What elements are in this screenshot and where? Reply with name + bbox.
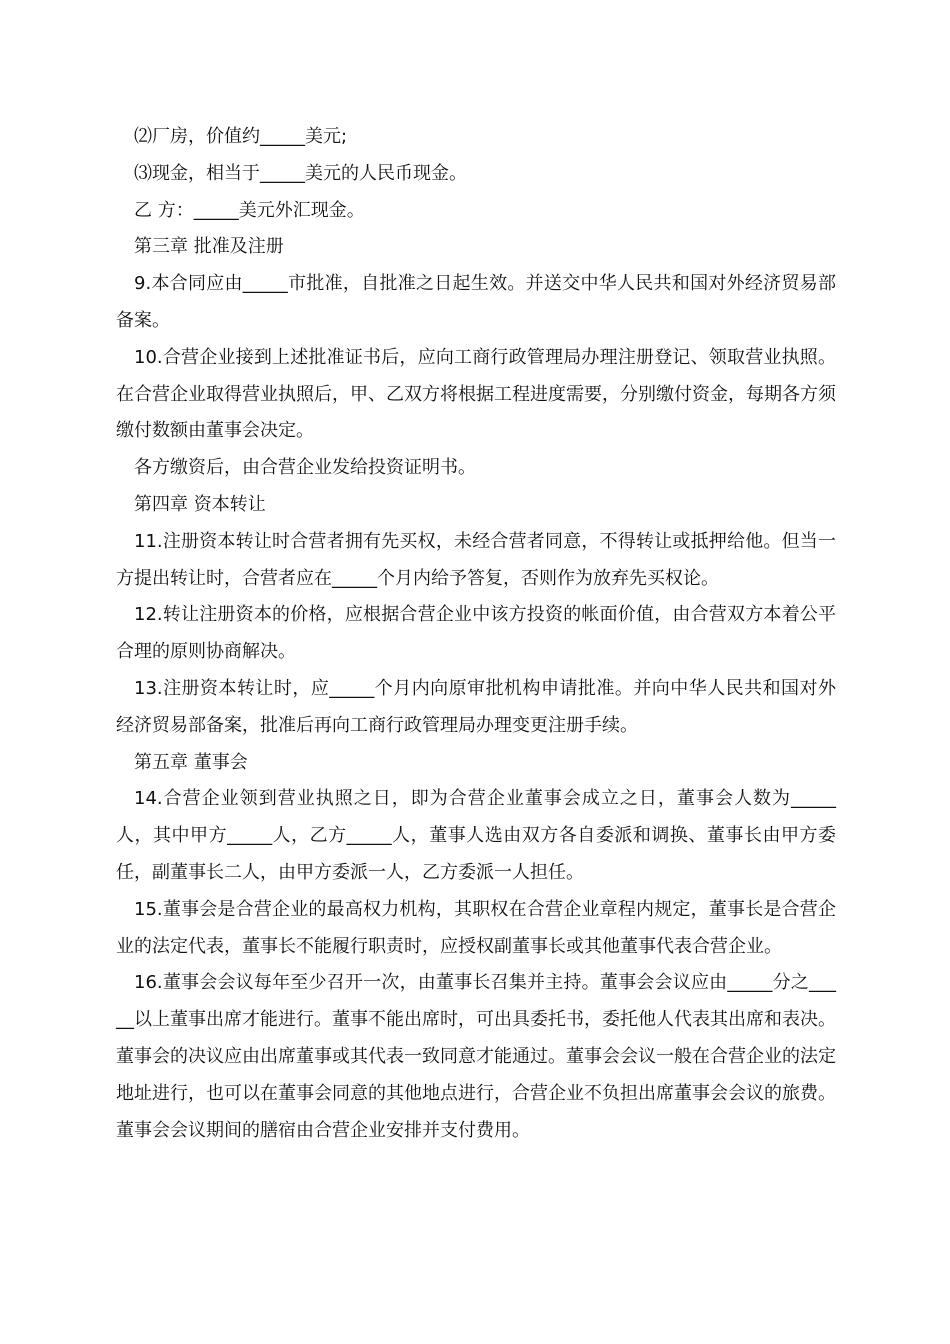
paragraph-item-3-cash: ⑶现金，相当于_____美元的人民币现金。 <box>134 162 467 184</box>
chapter-3-heading: 第三章 批准及注册 <box>134 236 284 258</box>
document-body <box>116 119 836 1149</box>
paragraph-item-2-plant: ⑵厂房，价值约_____美元; <box>134 126 348 147</box>
clause-15: 15.董事会是合营企业的最高权力机构，其职权在合营企业章程内规定，董事长是合营企业的法定代表，董事长不能履行职责时，应授权副董事长或其他董事代表合营企业。 <box>116 898 836 957</box>
chapter-4-heading: 第四章 资本转让 <box>134 493 266 515</box>
clause-12: 12.转让注册资本的价格，应根据合营企业中该方投资的帐面价值，由合营双方本着公平合理的原则协商解决。 <box>116 604 836 663</box>
clause-13: 13.注册资本转让时，应_____个月内向原审批机构申请批准。并向中华人民共和国对外经济贸易部备案，批准后再向工商行政管理局办理变更注册手续。 <box>116 677 836 736</box>
paragraph-investment-certificate: 各方缴资后，由合营企业发给投资证明书。 <box>134 457 476 479</box>
clause-11: 11.注册资本转让时合营者拥有先买权，未经合营者同意，不得转让或抵押给他。但当一方提出转让时，合营者应在_____个月内给予答复，否则作为放弃先买权论。 <box>116 530 836 589</box>
clause-10: 10.合营企业接到上述批准证书后，应向工商行政管理局办理注册登记、领取营业执照。在合营企业取得营业执照后，甲、乙双方将根据工程进度需要，分别缴付资金，每期各方须缴付数额由董事会决定。 <box>116 346 836 442</box>
chapter-5-heading: 第五章 董事会 <box>134 751 248 773</box>
clause-9: 9.本合同应由_____市批准，自批准之日起生效。并送交中华人民共和国对外经济贸易部备案。 <box>116 273 836 331</box>
clause-14: 14.合营企业领到营业执照之日，即为合营企业董事会成立之日，董事会人数为_____人，其中甲方_____人，乙方_____人，董事人选由双方各自委派和调换、董事长由甲方委任，副董事长二人，由甲方委派一人，乙方委派一人担任。 <box>116 788 836 883</box>
paragraph-party-b: 乙 方：_____美元外汇现金。 <box>134 199 365 221</box>
clause-16: 16.董事会会议每年至少召开一次，由董事长召集并主持。董事会会议应由_____分之_____以上董事出席才能进行。董事不能出席时，可出具委托书，委托他人代表其出席和表决。董事会的决议应由出席董事或其代表一致同意才能通过。董事会会议一般在合营企业的法定地址进行，也可以在董事会同意的其他地点进行，合营企业不负担出席董事会会议的旅费。董事会会议期间的膳宿由合营企业安排并支付费用。 <box>116 972 836 1141</box>
